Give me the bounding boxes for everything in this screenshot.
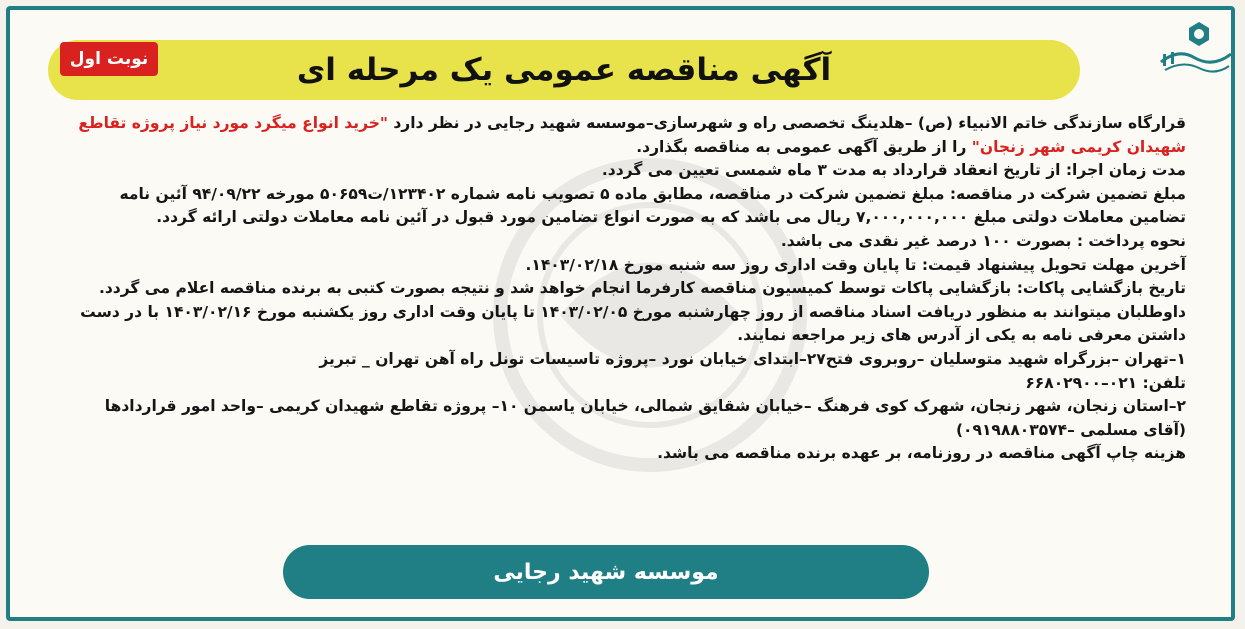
deadline-line: آخرین مهلت تحویل پیشنهاد قیمت: تا پایان وقت اداری روز سه شنبه مورخ ۱۴۰۳/۰۲/۱۸. (525, 255, 1186, 274)
address-two: ۲–استان زنجان، شهر زنجان، شهرک کوی فرهنگ –خیابان شقایق شمالی، خیابان یاسمن ۱۰– پروژه تقاطع شهیدان کریمی –واحد امور قراردادها (آقای مسلمی –۰۹۱۹۸۸۰۳۵۷۴) (104, 397, 1186, 439)
intro-text: قرارگاه سازندگی خاتم الانبیاء (ص) –هلدینگ تخصصی راه و شهرسازی–موسسه شهید رجایی در نظر دارد (387, 114, 1186, 132)
intro-highlight: "خرید انواع میگرد مورد نیاز پروژه تقاطع شهیدان کریمی شهر زنجان" (78, 114, 1186, 156)
applicants-paragraph: داوطلبان میتوانند به منظور دریافت اسناد مناقصه از روز چهارشنبه مورخ ۱۴۰۳/۰۲/۰۵ تا پایان وقت اداری روز یکشنبه مورخ ۱۴۰۳/۰۲/۱۶ با در دست داشتن معرفی نامه به یکی از آدرس های زیر مراجعه نمایند. (80, 302, 1186, 345)
edition-badge: نوبت اول (60, 42, 158, 76)
opening-line: تاریخ بازگشایی پاکات: بازگشایی پاکات توسط کمیسیون مناقصه کارفرما انجام خواهد شد و نتیجه بصورت کتبی به برنده مناقصه اعلام می گردد. (98, 279, 1186, 298)
duration-line: مدت زمان اجرا: از تاریخ انعقاد قرارداد به مدت ۳ ماه شمسی تعیین می گردد. (601, 161, 1186, 180)
title-banner (48, 40, 1080, 100)
guarantee-paragraph: مبلغ تضمین شرکت در مناقصه: مبلغ تضمین شرکت در مناقصه، مطابق ماده ۵ تصویب نامه شماره ۱۲۳۴۰۲/ت۵۰۶۵۹ مورخه ۹۴/۰۹/۲۲ آئین نامه تضامین معاملات دولتی مبلغ ۷,۰۰۰,۰۰۰,۰۰۰ ریال می باشد که به صورت انواع تضامین مورد قبول در آئین نامه معاملات دولتی ارائه گردد. (119, 184, 1186, 227)
intro-paragraph (58, 112, 1186, 159)
intro-end: را از طریق آگهی عمومی به مناقصه بگذارد. (636, 137, 972, 156)
page-title: آگهی مناقصه عمومی یک مرحله ای (296, 52, 832, 88)
organization-name: موسسه شهید رجایی (493, 559, 719, 585)
footer-banner (283, 545, 929, 599)
cost-line: هزینه چاپ آگهی مناقصه در روزنامه، بر عهده برنده مناقصه می باشد. (657, 444, 1186, 463)
phone-one: تلفن: ۰۲۱–۶۶۸۰۲۹۰۰ (1025, 373, 1186, 392)
notice-body (58, 112, 1186, 466)
payment-line: نحوه پرداخت : بصورت ۱۰۰ درصد غیر نقدی می باشد. (780, 231, 1186, 250)
organization-logo-icon (1155, 18, 1235, 80)
address-one: ۱–تهران –بزرگراه شهید متوسلیان –روبروی فتح۲۷–ابتدای خیابان نورد –پروژه تاسیسات تونل راه آهن تهران _ تبریز (319, 349, 1186, 368)
